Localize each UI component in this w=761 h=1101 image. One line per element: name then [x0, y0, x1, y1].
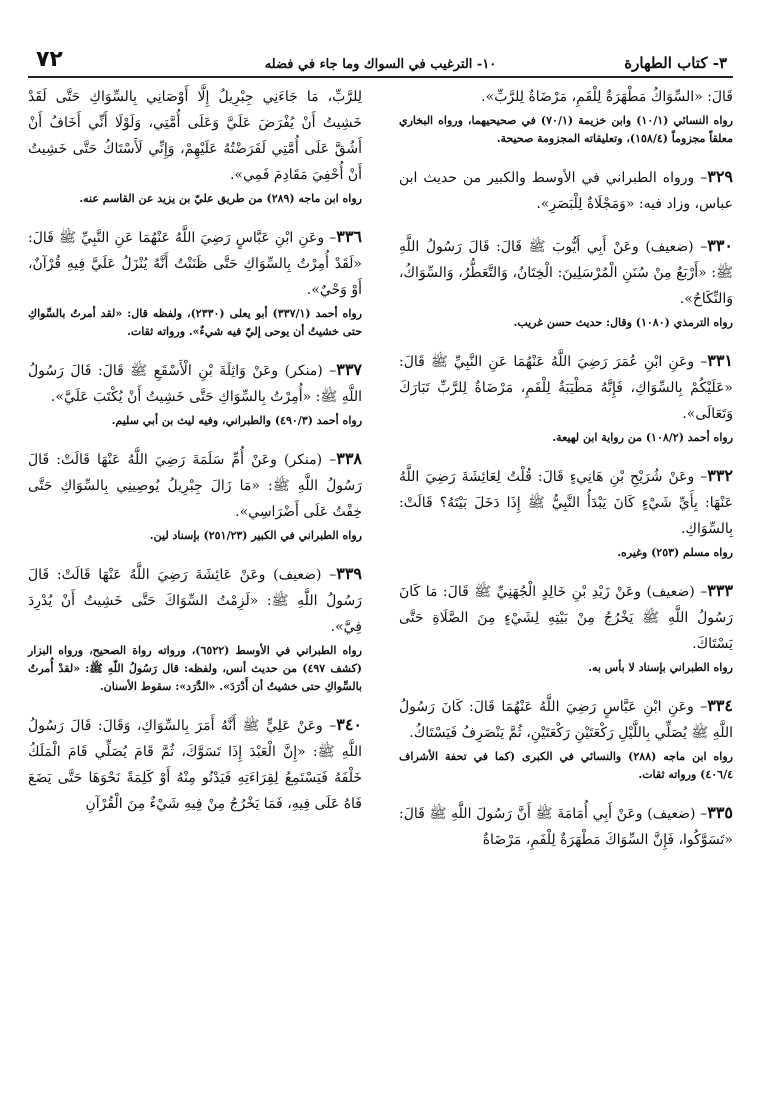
- hadith-entry: [399, 463, 733, 562]
- hadith-source: رواه الطبراني في الأوسط (٦٥٢٢)، ورواته رواة الصحيح، ورواه البزار (كشف ٤٩٧) من حديث أنس، ولفظه: قال رَسُولُ اللّهِ ﷺ: «لقدْ أُمرتُ بالسِّواكِ حتى خشيتُ أن أَدْرَدَ». «الدَّرَد»: سقوط الأسنان.: [28, 644, 362, 693]
- hadith-entry: [28, 446, 362, 545]
- hadith-source: رواه مسلم (٢٥٣) وغيره.: [617, 546, 733, 559]
- entry-spacer: [399, 784, 733, 800]
- hadith-body: – (منكر) وعَنْ وَاثِلَةَ بْنِ الْأَسْقَعِ ﷺ قَالَ: قَالَ رَسُولُ اللَّهِ ﷺ: «أُمِرْتُ بِالسِّوَاكِ حَتَّى خَشِيتُ أَنْ يُكْتَبَ عَلَيَّ».: [28, 363, 362, 405]
- entry-spacer: [28, 341, 362, 357]
- hadith-text: [399, 233, 733, 312]
- hadith-body: – وعَنْ شُرَيْحِ بْنِ هَانِيءٍ قَالَ: قُلْتُ لِعَائِشَةَ رَضِيَ اللَّهُ عَنْهَا: بِأَيِّ شَيْءٍ كَانَ يَبْدَأُ النَّبِيُّ ﷺ إِذَا دَخَلَ بَيْتَهُ؟ قَالَتْ: بِالسِّوَاكِ.: [399, 469, 733, 537]
- hadith-text: [28, 712, 362, 817]
- hadith-number: ٣٣٦: [336, 227, 362, 246]
- hadith-body: – وعَنِ ابْنِ عَبَّاسٍ رَضِيَ اللَّهُ عَنْهُمَا قَالَ: كَانَ رَسُولُ اللَّهِ ﷺ يُصَلِّي بِاللَّيْلِ رَكْعَتَيْنِ رَكْعَتَيْنِ، ثُمَّ يَنْصَرِفُ فَيَسْتَاكُ.: [399, 699, 733, 741]
- entry-spacer: [399, 148, 733, 164]
- entry-spacer: [399, 562, 733, 578]
- hadith-body: لِلرَّبِّ، مَا جَاءَنِي جِبْرِيلُ إِلَّا أَوْصَانِي بِالسِّوَاكِ حَتَّى لَقَدْ خَشِيتُ أَنْ يُفْرَضَ عَلَيَّ وَعَلَى أُمَّتِي، وَلَوْلَا أَنِّي أَخَافُ أَنْ أَشُقَّ عَلَى أُمَّتِي لَفَرَضْتُهُ عَلَيْهِمْ، وَإِنِّي لَأَسْتَاكُ حَتَّى خَشِيتُ أَنْ أُحْفِيَ مَقَادِمَ فَمِي».: [28, 89, 362, 183]
- hadith-source: رواه ابن ماجه (٢٨٨) والنسائي في الكبرى (كما في تحفة الأشراف ٤٠٦/٤) ورواته ثقات.: [399, 750, 733, 781]
- chapter-title: ١٠- الترغيب في السواك وما جاء في فضله: [264, 57, 497, 72]
- hadith-body: – (ضعيف) وعَنْ أَبِي أُمَامَةَ ﷺ أَنَّ رَسُولَ اللَّهِ ﷺ قَالَ: «تَسَوَّكُوا، فَإِنَّ السِّوَاكَ مَطْهَرَةٌ لِلْفَمِ، مَرْضَاةٌ: [399, 806, 733, 848]
- hadith-text: [28, 446, 362, 525]
- hadith-source: رواه الطبراني بإسناد لا بأس به.: [588, 661, 733, 674]
- right-column: [399, 84, 733, 853]
- hadith-number: ٣٤٠: [336, 715, 362, 734]
- hadith-number: ٣٣١: [707, 351, 733, 370]
- hadith-text: [28, 224, 362, 303]
- hadith-source: رواه ابن ماجه (٢٨٩) من طريق عليّ بن يزيد عن القاسم عنه.: [79, 192, 362, 205]
- entry-spacer: [399, 677, 733, 693]
- hadith-text: [28, 357, 362, 410]
- hadith-entry: [28, 357, 362, 430]
- hadith-entry: [399, 348, 733, 447]
- hadith-text: [399, 463, 733, 542]
- hadith-body: قَالَ: «السِّوَاكُ مَطْهَرَةٌ لِلْفَمِ، مَرْضَاةٌ لِلرَّبِّ».: [481, 89, 733, 105]
- hadith-number: ٣٢٩: [707, 167, 733, 186]
- hadith-text: [399, 84, 733, 110]
- hadith-number: ٣٣٢: [707, 466, 733, 485]
- hadith-body: – (منكر) وعَنْ أُمِّ سَلَمَةَ رَضِيَ اللَّهُ عَنْهَا قَالَتْ: قَالَ رَسُولُ اللَّهِ ﷺ: «مَا زَالَ جِبْرِيلُ يُوصِينِي بِالسِّوَاكِ حَتَّى خِفْتُ عَلَى أَضْرَاسِي».: [28, 452, 362, 520]
- hadith-text: [399, 348, 733, 427]
- hadith-body: – (ضعيف) وعَنْ أَبِي أَيُّوبَ ﷺ قَالَ: قَالَ رَسُولُ اللَّهِ ﷺ: «أَرْبَعٌ مِنْ سُنَنِ الْمُرْسَلِينَ: الْخِتَانُ، وَالتَّعَطُّرُ، وَالسِّوَاكُ، وَالنِّكَاحُ».: [399, 239, 733, 307]
- hadith-entry: [399, 233, 733, 332]
- hadith-text: [28, 561, 362, 640]
- hadith-entry: [399, 693, 733, 784]
- hadith-entry: [399, 84, 733, 148]
- hadith-entry: [399, 164, 733, 217]
- entry-spacer: [28, 208, 362, 224]
- hadith-text: [28, 84, 362, 188]
- hadith-entry: [28, 224, 362, 341]
- hadith-number: ٣٣٣: [707, 581, 733, 600]
- page-number: ٧٢: [36, 47, 63, 72]
- hadith-body: – وعَنِ ابْنِ عَبَّاسٍ رَضِيَ اللَّهُ عَنْهُمَا عَنِ النَّبِيِّ ﷺ قَالَ: «لَقَدْ أُمِرْتُ بِالسِّوَاكِ حَتَّى ظَنَنْتُ أَنَّهُ يُنْزَلُ عَلَيَّ فِيهِ قُرْآنٌ، أَوْ وَحْيٌ».: [28, 230, 362, 298]
- hadith-source: رواه أحمد (٣٣٧/١) أبو يعلى (٢٣٣٠)، ولفظه قال: «لقد أمرتُ بالسِّواكِ حتى خشيتُ أن يوحى إليّ فيه شيءٌ». ورواته ثقات.: [28, 307, 362, 338]
- hadith-entry: [28, 561, 362, 696]
- page-header: [28, 46, 733, 78]
- hadith-entry: [28, 712, 362, 817]
- hadith-text: [399, 578, 733, 657]
- hadith-text: [399, 800, 733, 853]
- hadith-entry: [399, 800, 733, 853]
- hadith-body: – ورواه الطبراني في الأوسط والكبير من حديث ابن عباس، وزاد فيه: «وَمَجْلَاةٌ لِلْبَصَرِ».: [399, 170, 733, 212]
- hadith-entry: [399, 578, 733, 677]
- entry-spacer: [399, 447, 733, 463]
- entry-spacer: [399, 217, 733, 233]
- hadith-number: ٣٣٤: [707, 696, 733, 715]
- entry-spacer: [28, 696, 362, 712]
- book-title: ٣- كتاب الطهارة: [624, 54, 727, 72]
- entry-spacer: [28, 545, 362, 561]
- hadith-body: – وعَنِ ابْنِ عُمَرَ رَضِيَ اللَّهُ عَنْهُمَا عَنِ النَّبِيِّ ﷺ قَالَ: «عَلَيْكُمْ بِالسِّوَاكِ، فَإِنَّهُ مَطْيَبَةٌ لِلْفَمِ، مَرْضَاةٌ لِلرَّبِّ تَبَارَكَ وَتَعَالَى».: [399, 354, 733, 422]
- hadith-number: ٣٣٥: [707, 803, 733, 822]
- hadith-number: ٣٣٨: [336, 449, 362, 468]
- hadith-entry: [28, 84, 362, 208]
- hadith-source: رواه الطبراني في الكبير (٢٥١/٢٣) بإسناد لين.: [149, 529, 362, 542]
- hadith-number: ٣٣٠: [707, 236, 733, 255]
- hadith-source: رواه الترمذي (١٠٨٠) وقال: حديث حسن غريب.: [513, 316, 733, 329]
- hadith-body: – وعَنْ عَلِيٍّ ﷺ أَنَّهُ أَمَرَ بِالسِّوَاكِ، وَقَالَ: قَالَ رَسُولُ اللَّهِ ﷺ: «إِنَّ الْعَبْدَ إِذَا تَسَوَّكَ، ثُمَّ قَامَ يُصَلِّي قَامَ الْمَلَكُ خَلْفَهُ فَيَسْتَمِعُ لِقِرَاءَتِهِ فَيَدْنُو مِنْهُ أَوْ كَلِمَةً نَحْوَهَا حَتَّى يَضَعَ فَاهُ عَلَى فِيهِ، فَمَا يَخْرُجُ مِنْ فِيهِ شَيْءٌ مِنَ الْقُرْآنِ: [28, 718, 362, 812]
- hadith-source: رواه أحمد (٤٩٠/٣) والطبراني، وفيه ليث بن أبي سليم.: [111, 414, 362, 427]
- hadith-body: – (ضعيف) وعَنْ زَيْدِ بْنِ خَالِدٍ الْجُهَنِيِّ ﷺ قَالَ: مَا كَانَ رَسُولُ اللَّهِ ﷺ يَخْرُجُ مِنْ بَيْتِهِ لِشَيْءٍ مِنَ الصَّلَاةِ حَتَّى يَسْتَاكَ.: [399, 584, 733, 652]
- hadith-source: رواه أحمد (١٠٨/٢) من رواية ابن لهيعة.: [552, 431, 733, 444]
- hadith-text: [399, 693, 733, 746]
- entry-spacer: [399, 332, 733, 348]
- left-column: [28, 84, 362, 817]
- hadith-body: – (ضعيف) وعَنْ عَائِشَةَ رَضِيَ اللَّهُ عَنْهَا قَالَتْ: قَالَ رَسُولُ اللَّهِ ﷺ: «لَزِمْتُ السِّوَاكَ حَتَّى خَشِيتُ أَنْ يُدْرِدَ فِيَّ».: [28, 567, 362, 635]
- hadith-number: ٣٣٧: [336, 360, 362, 379]
- hadith-source: رواه النسائي (١٠/١) وابن خزيمة (٧٠/١) في صحيحيهما، ورواه البخاري معلقاً مجزوماً (١٥٨/٤)، وتعليقاته المجزومة صحيحة.: [399, 114, 733, 145]
- hadith-text: [399, 164, 733, 217]
- hadith-number: ٣٣٩: [336, 564, 362, 583]
- entry-spacer: [28, 430, 362, 446]
